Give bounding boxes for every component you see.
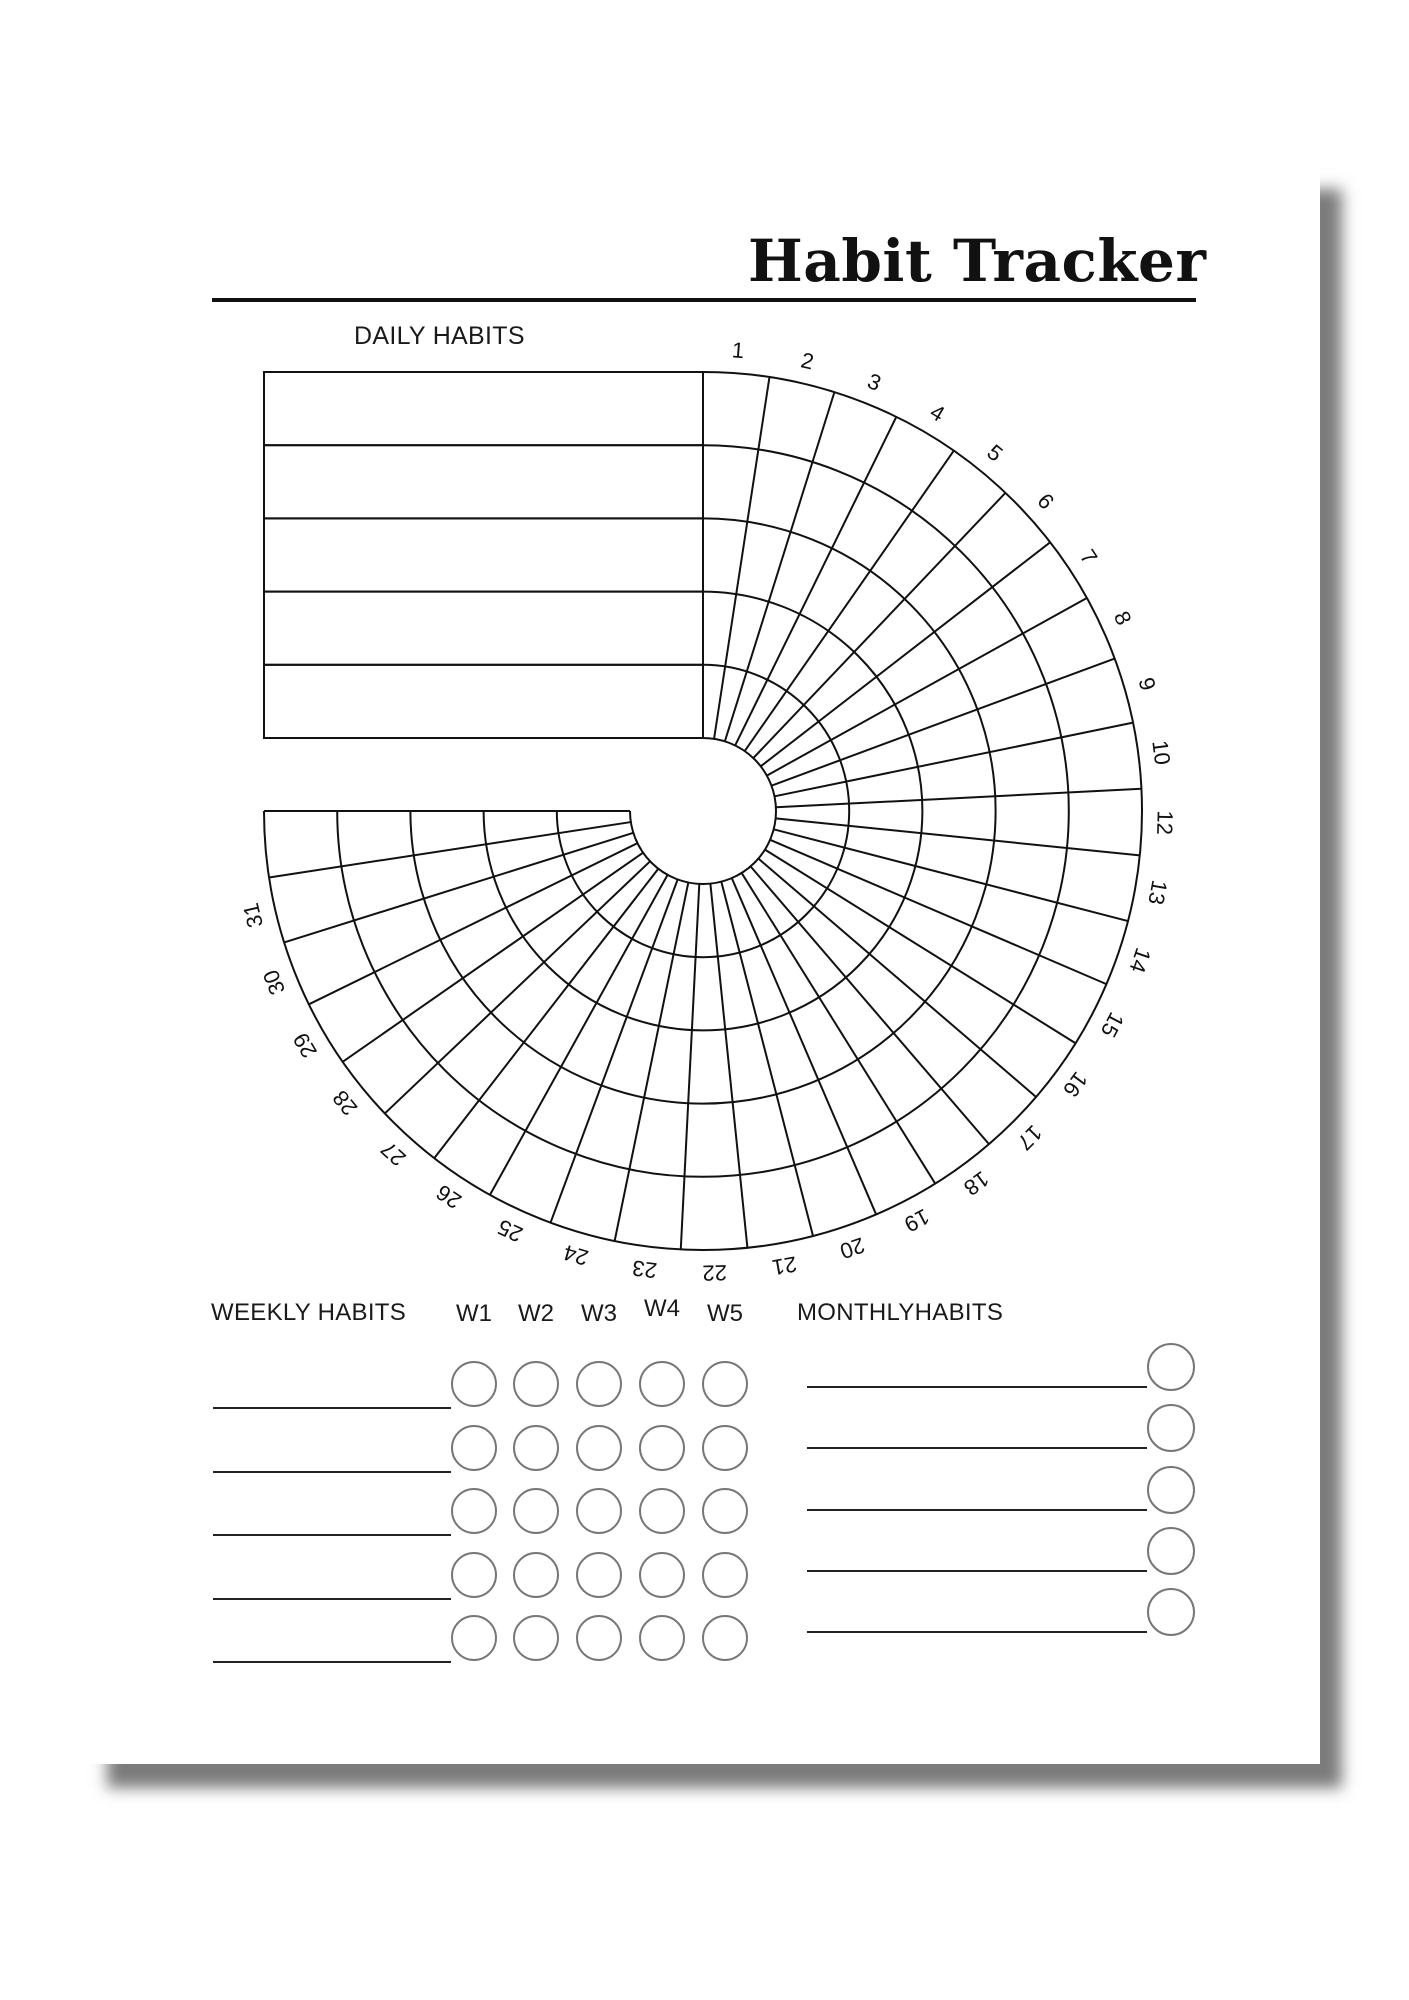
weekly-checkbox-circle[interactable]	[513, 1425, 559, 1471]
weekly-habit-name-line[interactable]	[213, 1471, 451, 1473]
daily-habit-name-box[interactable]	[264, 445, 703, 518]
weekly-habit-name-line[interactable]	[213, 1598, 451, 1600]
day-number-label: 2	[798, 347, 817, 375]
day-number-label: 9	[1133, 674, 1161, 694]
weekly-checkbox-circle[interactable]	[576, 1488, 622, 1534]
day-number-label: 5	[982, 439, 1008, 467]
day-number-label: 10	[1147, 738, 1176, 767]
weekly-checkbox-circle[interactable]	[702, 1488, 748, 1534]
week-column-header: W3	[581, 1300, 617, 1327]
weekly-checkbox-circle[interactable]	[576, 1615, 622, 1661]
week-column-header: W2	[518, 1300, 554, 1327]
ring-arc	[630, 738, 776, 884]
day-number-label: 1	[731, 337, 746, 364]
week-column-header: W1	[456, 1300, 492, 1327]
day-number-label: 20	[836, 1232, 869, 1264]
day-number-label: 24	[560, 1239, 592, 1271]
weekly-checkbox-circle[interactable]	[702, 1425, 748, 1471]
day-habit-cell[interactable]	[688, 1029, 732, 1103]
day-number-label: 19	[900, 1203, 934, 1238]
day-number-label: 26	[431, 1179, 466, 1214]
monthly-checkbox-circle[interactable]	[1147, 1466, 1195, 1514]
weekly-checkbox-circle[interactable]	[702, 1361, 748, 1407]
weekly-checkbox-circle[interactable]	[639, 1488, 685, 1534]
weekly-habits-heading: WEEKLY HABITS	[211, 1299, 407, 1326]
day-number-label: 15	[1095, 1008, 1130, 1042]
monthly-habit-name-line[interactable]	[807, 1509, 1147, 1511]
weekly-checkbox-circle[interactable]	[451, 1615, 497, 1661]
weekly-checkbox-circle[interactable]	[576, 1425, 622, 1471]
day-number-label: 25	[493, 1214, 527, 1248]
weekly-checkbox-circle[interactable]	[451, 1552, 497, 1598]
weekly-habit-name-line[interactable]	[213, 1534, 451, 1536]
day-number-label: 3	[864, 368, 885, 396]
day-habit-cell[interactable]	[921, 796, 995, 840]
weekly-checkbox-circle[interactable]	[451, 1425, 497, 1471]
monthly-habit-name-line[interactable]	[807, 1570, 1147, 1572]
daily-habit-name-box[interactable]	[264, 665, 703, 738]
monthly-checkbox-circle[interactable]	[1147, 1404, 1195, 1452]
day-habit-cell[interactable]	[681, 1175, 748, 1250]
monthly-habits-heading: MONTHLYHABITS	[797, 1299, 1004, 1326]
day-habit-cell[interactable]	[684, 1102, 740, 1177]
weekly-checkbox-circle[interactable]	[639, 1615, 685, 1661]
day-number-label: 8	[1108, 607, 1137, 629]
weekly-checkbox-circle[interactable]	[639, 1361, 685, 1407]
weekly-checkbox-circle[interactable]	[702, 1615, 748, 1661]
day-habit-cell[interactable]	[703, 372, 769, 449]
weekly-checkbox-circle[interactable]	[576, 1552, 622, 1598]
weekly-checkbox-circle[interactable]	[639, 1552, 685, 1598]
day-number-label: 6	[1032, 488, 1060, 515]
weekly-checkbox-circle[interactable]	[702, 1552, 748, 1598]
weekly-habit-name-line[interactable]	[213, 1407, 451, 1409]
day-number-label: 4	[925, 399, 950, 427]
daily-habit-name-box[interactable]	[264, 592, 703, 665]
day-habit-cell[interactable]	[994, 792, 1069, 848]
day-number-label: 23	[630, 1255, 659, 1284]
day-number-label: 18	[959, 1166, 994, 1201]
day-number-label: 27	[375, 1136, 411, 1172]
daily-habit-name-box[interactable]	[264, 518, 703, 591]
week-column-header: W4	[644, 1295, 680, 1322]
day-number-label: 31	[238, 900, 268, 931]
weekly-habit-name-line[interactable]	[213, 1661, 451, 1663]
monthly-checkbox-circle[interactable]	[1147, 1527, 1195, 1575]
weekly-checkbox-circle[interactable]	[576, 1361, 622, 1407]
day-number-label: 7	[1074, 544, 1103, 569]
daily-habit-name-boxes	[264, 372, 703, 738]
weekly-checkbox-circle[interactable]	[639, 1425, 685, 1471]
day-number-label: 21	[770, 1251, 799, 1281]
monthly-habit-name-line[interactable]	[807, 1386, 1147, 1388]
day-habit-cell[interactable]	[264, 811, 341, 877]
weekly-checkbox-circle[interactable]	[513, 1615, 559, 1661]
daily-habit-name-box[interactable]	[264, 372, 703, 445]
day-number-label: 22	[702, 1260, 728, 1286]
page-title: Habit Tracker	[748, 227, 1207, 295]
weekly-checkbox-circle[interactable]	[513, 1552, 559, 1598]
weekly-checkbox-circle[interactable]	[513, 1488, 559, 1534]
day-number-label: 14	[1124, 944, 1156, 977]
monthly-checkbox-circle[interactable]	[1147, 1588, 1195, 1636]
day-number-label: 28	[327, 1085, 363, 1121]
day-number-label: 13	[1143, 878, 1173, 907]
monthly-checkbox-circle[interactable]	[1147, 1343, 1195, 1391]
day-habit-cell[interactable]	[1067, 789, 1142, 856]
monthly-habit-name-line[interactable]	[807, 1447, 1147, 1449]
week-column-header: W5	[707, 1300, 743, 1327]
monthly-habit-name-line[interactable]	[807, 1631, 1147, 1633]
day-number-label: 30	[257, 966, 291, 999]
daily-habits-heading: DAILY HABITS	[354, 322, 525, 350]
day-number-label: 16	[1058, 1067, 1093, 1102]
day-number-label: 12	[1152, 810, 1178, 836]
weekly-checkbox-circle[interactable]	[513, 1361, 559, 1407]
day-number-label: 29	[287, 1028, 322, 1063]
weekly-checkbox-circle[interactable]	[451, 1361, 497, 1407]
weekly-checkbox-circle[interactable]	[451, 1488, 497, 1534]
day-number-label: 17	[1012, 1120, 1048, 1156]
